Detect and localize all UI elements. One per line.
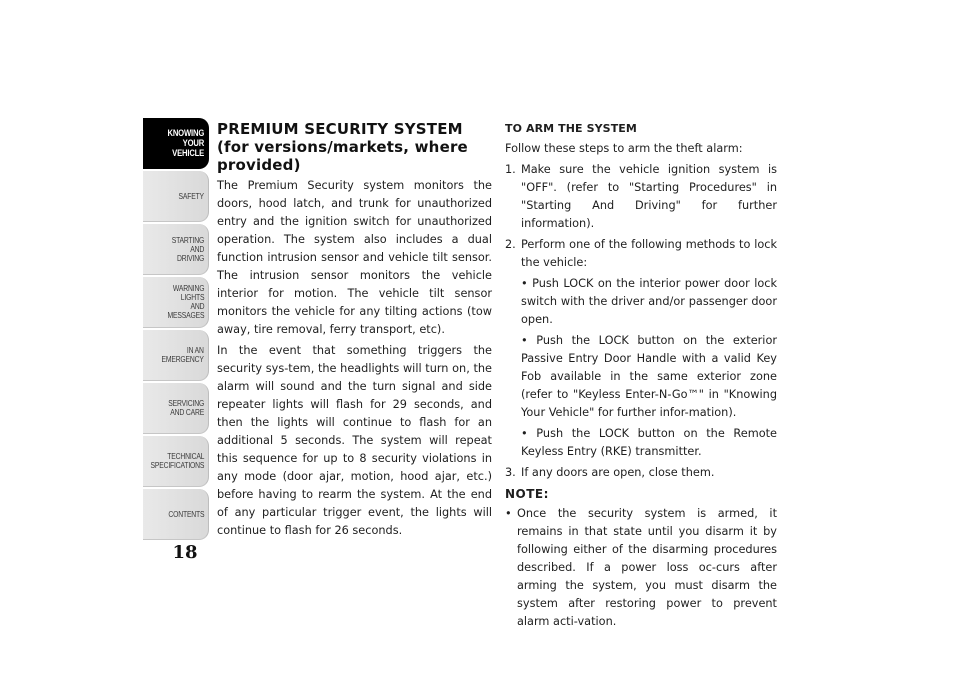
bullet-item: • Push the LOCK button on the exterior Passive Entry Door Handle with a valid Key Fob available in the same exterior zone (refer to "Keyless Enter-N-Go™" in "Knowing Your Vehicle" for further infor-mation). — [521, 334, 777, 419]
list-item — [505, 161, 777, 233]
chapter-tabs — [143, 118, 209, 542]
tab-servicing-and-care[interactable] — [143, 383, 209, 434]
left-column — [217, 120, 492, 543]
tab-label: WARNING LIGHTS AND MESSAGES — [167, 284, 204, 320]
tab-contents[interactable] — [143, 489, 209, 540]
tab-label: KNOWING YOUR VEHICLE — [167, 128, 204, 158]
step-text: Make sure the vehicle ignition system is "OFF". (refer to "Starting Procedures" in "Starting And Driving" for further information). — [521, 163, 777, 230]
paragraph: In the event that something triggers the security sys-tem, the headlights will turn on, the alarm will sound and the turn signal and side repeater lights will flash for 29 seconds, and then the lights will continue to flash for an additional 5 seconds. The system will repeat this sequence for up to 8 security violations in any mode (door ajar, motion, hood ajar, etc.) before having to rearm the system. At the end of any particular trigger event, the lights will continue to flash for 26 seconds. — [217, 344, 492, 537]
list-item — [505, 464, 777, 482]
right-column — [505, 120, 777, 631]
tab-technical-specifications[interactable] — [143, 436, 209, 487]
bullet: • — [505, 507, 512, 520]
note-text: Once the security system is armed, it remains in that state until you disarm it by following either of the disarming procedures described. If a power loss oc-curs after arming the system, you must disarm the system after restoring power to prevent alarm acti-vation. — [517, 507, 777, 628]
step-text: Perform one of the following methods to lock the vehicle: — [521, 238, 777, 269]
tab-label: SAFETY — [178, 191, 204, 201]
step-text: If any doors are open, close them. — [521, 466, 715, 479]
paragraph: The Premium Security system monitors the doors, hood latch, and trunk for unauthorized entry and the ignition switch for unauthorized operation. The system also includes a dual function intrusion sensor and vehicle tilt sensor. The intrusion sensor monitors the vehicle interior for motion. The vehicle tilt sensor monitors the vehicle for any tilting actions (tow away, tire removal, ferry transport, etc). — [217, 179, 492, 336]
note-heading: NOTE: — [505, 487, 549, 501]
note-item — [505, 505, 777, 631]
step-number: 3. — [505, 466, 516, 479]
step-number: 1. — [505, 163, 516, 176]
tab-label: STARTING AND DRIVING — [171, 235, 204, 263]
tab-starting-and-driving[interactable] — [143, 224, 209, 275]
bullet-item: • Push the LOCK button on the Remote Keyless Entry (RKE) transmitter. — [521, 427, 777, 458]
tab-knowing-your-vehicle[interactable] — [143, 118, 209, 169]
list-item — [505, 236, 777, 272]
bullet-item: • Push LOCK on the interior power door lock switch with the driver and/or passenger door open. — [521, 277, 777, 326]
sub-heading: TO ARM THE SYSTEM — [505, 122, 637, 135]
page-number: 18 — [172, 542, 198, 563]
tab-safety[interactable] — [143, 171, 209, 222]
tab-label: IN AN EMERGENCY — [161, 346, 204, 364]
tab-in-an-emergency[interactable] — [143, 330, 209, 381]
paragraph: Follow these steps to arm the theft alarm: — [505, 142, 743, 155]
tab-label: SERVICING AND CARE — [168, 399, 204, 417]
tab-label: TECHNICAL SPECIFICATIONS — [150, 452, 204, 470]
step-number: 2. — [505, 238, 516, 251]
section-title: PREMIUM SECURITY SYSTEM (for versions/markets, where provided) — [217, 120, 468, 174]
tab-warning-lights-and-messages[interactable] — [143, 277, 209, 328]
tab-label: CONTENTS — [167, 509, 204, 519]
